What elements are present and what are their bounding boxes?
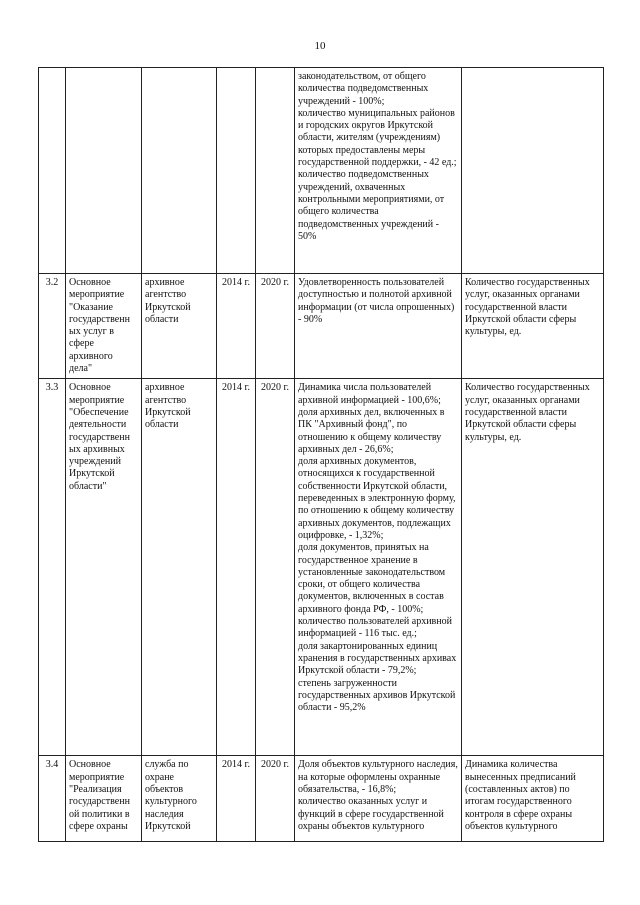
result-line: количество муниципальных районов и городских округов Иркутской области, жителям (учреждениям) которых предоставлены меры государственной поддержки, - 42 ед.; [298,107,457,169]
executor: архивное агентство Иркутской области [142,274,217,379]
result-line: Удовлетворенность пользователей доступностью и полнотой архивной информации (от числа опрошенных) - 90% [298,277,455,325]
result-line: доля архивных дел, включенных в ПК "Архивный фонд", по отношению к общему количеству архивных дел - 26,6%; [298,406,445,455]
result-line: количество оказанных услуг и функций в сфере государственной охраны объектов культурного [298,796,444,832]
result-line: законодательством, от общего количества подведомственных учреждений - 100%; [298,71,429,107]
end-year: 2020 г. [256,274,295,379]
expected-results [295,379,462,756]
table-row [39,274,604,379]
result-line: количество подведомственных учреждений, охваченных контрольными мероприятиями, от общего количества подведомственных учреждений - 50% [298,169,445,242]
executor [142,68,217,274]
executor: служба по охране объектов культурного наследия Иркутской [142,756,217,842]
result-line: степень загруженности государственных архивов Иркутской области - 95,2% [298,677,456,714]
target-indicator [462,68,604,274]
program-table [38,67,604,842]
row-number: 3.2 [39,274,66,379]
end-year: 2020 г. [256,756,295,842]
row-number: 3.4 [39,756,66,842]
activity-name: Основное мероприятие "Оказание государственн ых услуг в сфере архивного дела" [66,274,142,379]
row-number: 3.3 [39,379,66,756]
activity-name: Основное мероприятие "Реализация государственн ой политики в сфере охраны [66,756,142,842]
result-line: доля закартонированных единиц хранения в государственных архивах Иркутской области - 79,2%; [298,640,457,677]
table-row [39,379,604,756]
result-line: доля архивных документов, относящихся к государственной собственности Иркутской области, переведенных в электронную форму, по отношению к общему количеству архивных документов, подлежащих оцифровке, - 1,32%; [298,456,456,541]
result-line: доля документов, принятых на государственное хранение в установленные законодательством сроки, от общего количества документов, включенных в состав архивного фонда РФ, - 100%; [298,542,446,615]
target-indicator: Динамика количества вынесенных предписаний (составленных актов) по итогам государственного контроля в сфере охраны объектов культурного [462,756,604,842]
page-number: 10 [314,40,326,52]
expected-results [295,756,462,842]
activity-name: Основное мероприятие "Обеспечение деятельности государственн ых архивных учреждений Иркутской области" [66,379,142,756]
table-row [39,68,604,274]
result-line: Доля объектов культурного наследия, на которые оформлены охранные обязательства, - 16,8%; [298,759,458,795]
executor: архивное агентство Иркутской области [142,379,217,756]
activity-name [66,68,142,274]
result-line: Динамика числа пользователей архивной информацией - 100,6%; [298,382,441,406]
target-indicator: Количество государственных услуг, оказанных органами государственной власти Иркутской области сферы культуры, ед. [462,274,604,379]
result-line: количество пользователей архивной информацией - 116 тыс. ед.; [298,616,452,640]
row-number [39,68,66,274]
expected-results [295,274,462,379]
start-year: 2014 г. [217,274,256,379]
end-year [256,68,295,274]
end-year: 2020 г. [256,379,295,756]
expected-results [295,68,462,274]
start-year [217,68,256,274]
start-year: 2014 г. [217,756,256,842]
table-row [39,756,604,842]
target-indicator: Количество государственных услуг, оказанных органами государственной власти Иркутской области сферы культуры, ед. [462,379,604,756]
start-year: 2014 г. [217,379,256,756]
